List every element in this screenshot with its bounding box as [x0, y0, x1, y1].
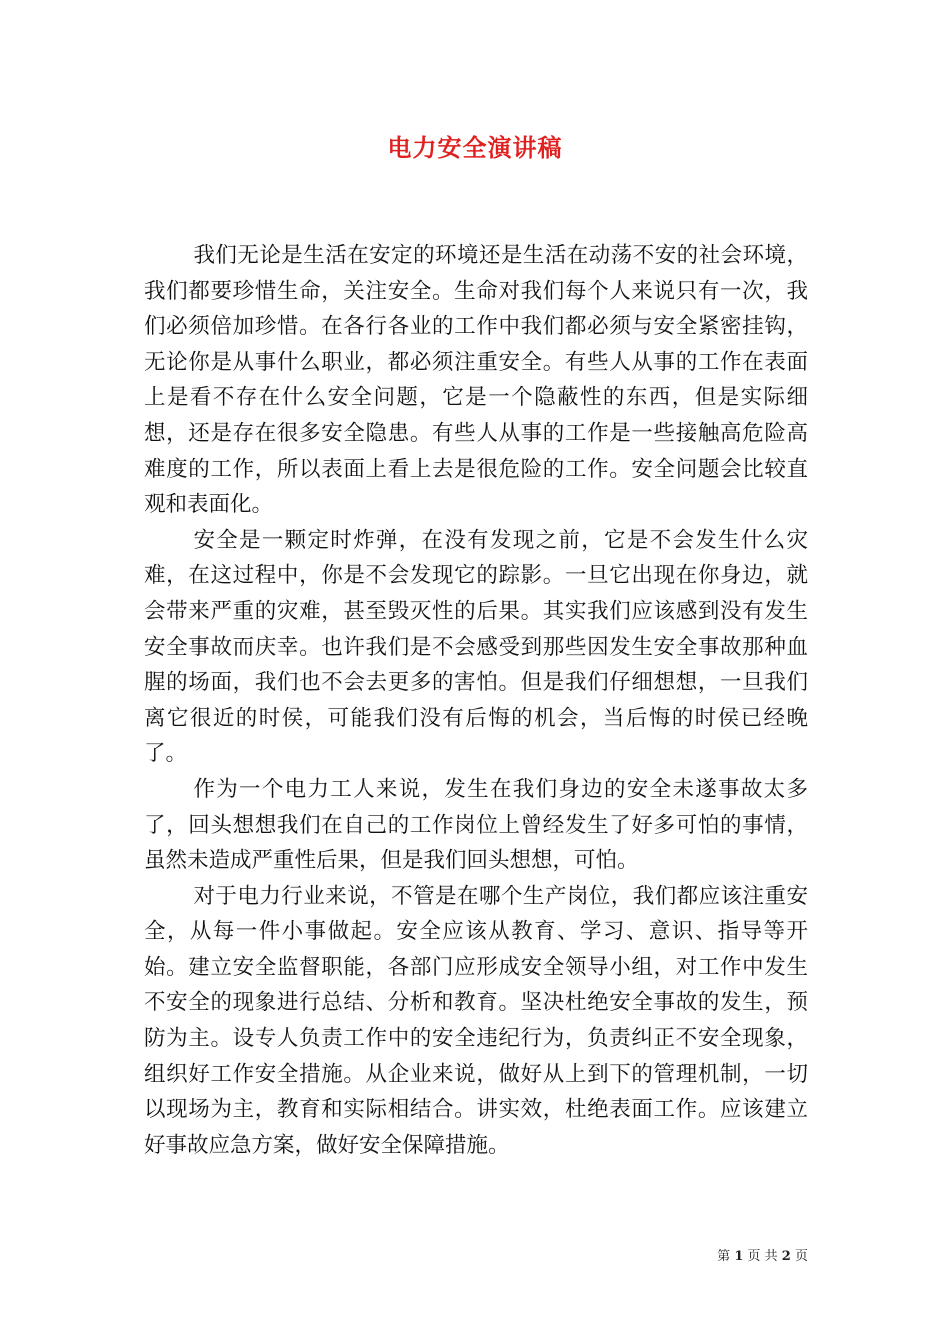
document-body	[144, 238, 808, 1163]
footer-middle: 页 共	[747, 1249, 778, 1264]
paragraph-4: 对于电力行业来说，不管是在哪个生产岗位，我们都应该注重安全，从每一件小事做起。安全应该从教育、学习、意识、指导等开始。建立安全监督职能，各部门应形成安全领导小组，对工作中发生不安全的现象进行总结、分析和教育。坚决杜绝安全事故的发生，预防为主。设专人负责工作中的安全违纪行为，负责纠正不安全现象，组织好工作安全措施。从企业来说，做好从上到下的管理机制，一切以现场为主，教育和实际相结合。讲实效，杜绝表面工作。应该建立好事故应急方案，做好安全保障措施。	[144, 883, 808, 1158]
current-page-number: 1	[734, 1249, 744, 1264]
footer-suffix: 页	[794, 1249, 808, 1264]
paragraph-3: 作为一个电力工人来说，发生在我们身边的安全未遂事故太多了，回头想想我们在自己的工作岗位上曾经发生了好多可怕的事情，虽然未造成严重性后果，但是我们回头想想，可怕。	[144, 776, 808, 874]
total-pages-number: 2	[781, 1249, 791, 1264]
paragraph-1: 我们无论是生活在安定的环境还是生活在动荡不安的社会环境，我们都要珍惜生命，关注安全。生命对我们每个人来说只有一次，我们必须倍加珍惜。在各行各业的工作中我们都必须与安全紧密挂钩，无论你是从事什么职业，都必须注重安全。有些人从事的工作在表面上是看不存在什么安全问题，它是一个隐蔽性的东西，但是实际细想，还是存在很多安全隐患。有些人从事的工作是一些接触高危险高难度的工作，所以表面上看上去是很危险的工作。安全问题会比较直观和表面化。	[144, 243, 808, 518]
page-number-footer	[717, 1248, 808, 1266]
paragraph-2: 安全是一颗定时炸弹，在没有发现之前，它是不会发生什么灾难，在这过程中，你是不会发现它的踪影。一旦它出现在你身边，就会带来严重的灾难，甚至毁灭性的后果。其实我们应该感到没有发生安全事故而庆幸。也许我们是不会感受到那些因发生安全事故那种血腥的场面，我们也不会去更多的害怕。但是我们仔细想想，一旦我们离它很近的时侯，可能我们没有后悔的机会，当后悔的时侯已经晚了。	[144, 527, 808, 767]
document-title: 电力安全演讲稿	[387, 133, 563, 162]
footer-prefix: 第	[717, 1249, 731, 1264]
